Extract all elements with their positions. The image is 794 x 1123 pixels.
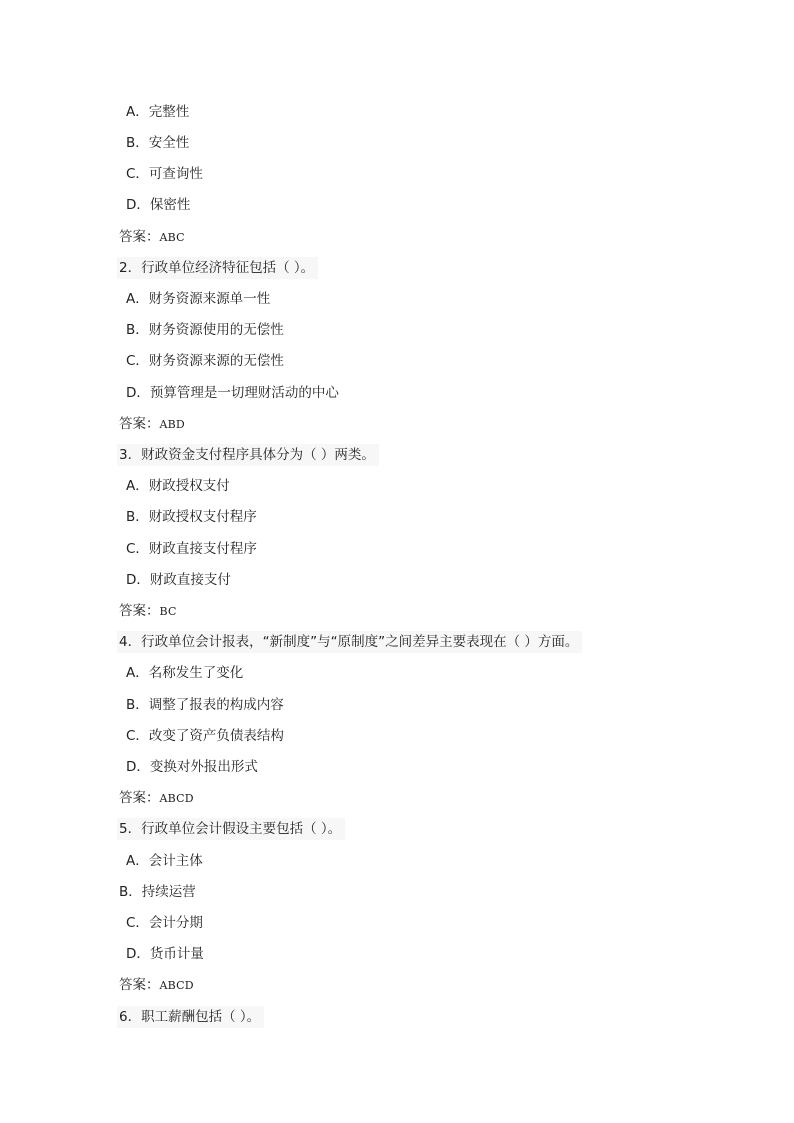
option-line: B．财政授权支付程序: [124, 506, 261, 528]
question-line: 6．职工薪酬包括（ ）。: [117, 1006, 264, 1028]
answer-label: 答案：: [119, 229, 160, 245]
answer-label: 答案：: [119, 416, 160, 432]
option-line: D．变换对外报出形式: [124, 756, 262, 778]
option-line: B．安全性: [124, 132, 193, 154]
answer-label: 答案：: [119, 603, 160, 619]
option-line: C．财务资源来源的无偿性: [124, 350, 288, 372]
answer-label: 答案：: [119, 977, 160, 993]
option-line: C．可查询性: [124, 163, 207, 185]
option-line: C．财政直接支付程序: [124, 538, 261, 560]
option-line: A．会计主体: [124, 850, 207, 872]
answer-line: [117, 974, 198, 996]
answer-value: ABC: [159, 231, 185, 244]
option-line: A．完整性: [124, 101, 193, 123]
answer-value: ABCD: [159, 979, 194, 992]
option-line: D．预算管理是一切理财活动的中心: [124, 382, 343, 404]
option-line: A．财务资源来源单一性: [124, 288, 274, 310]
option-line: D．财政直接支付: [124, 569, 235, 591]
question-line: 3．财政资金支付程序具体分为（ ）两类。: [117, 444, 379, 466]
answer-line: [117, 226, 189, 248]
answer-line: [117, 787, 198, 809]
answer-line: [117, 413, 189, 435]
option-line: A．名称发生了变化: [124, 662, 247, 684]
option-line: B．持续运营: [117, 881, 200, 903]
answer-value: BC: [159, 605, 177, 618]
answer-value: ABCD: [159, 792, 194, 805]
option-line: D．货币计量: [124, 943, 208, 965]
question-line: 5．行政单位会计假设主要包括（ ）。: [117, 818, 345, 840]
answer-label: 答案：: [119, 790, 160, 806]
option-line: A．财政授权支付: [124, 475, 234, 497]
question-line: 2．行政单位经济特征包括（ ）。: [117, 257, 318, 279]
answer-value: ABD: [159, 418, 185, 431]
option-line: C．会计分期: [124, 912, 207, 934]
option-line: B．调整了报表的构成内容: [124, 694, 288, 716]
question-line: 4．行政单位会计报表，“新制度”与“原制度”之间差异主要表现在（ ）方面。: [117, 631, 582, 653]
answer-line: [117, 600, 181, 622]
option-line: C．改变了资产负债表结构: [124, 725, 288, 747]
option-line: D．保密性: [124, 194, 194, 216]
option-line: B．财务资源使用的无偿性: [124, 319, 288, 341]
